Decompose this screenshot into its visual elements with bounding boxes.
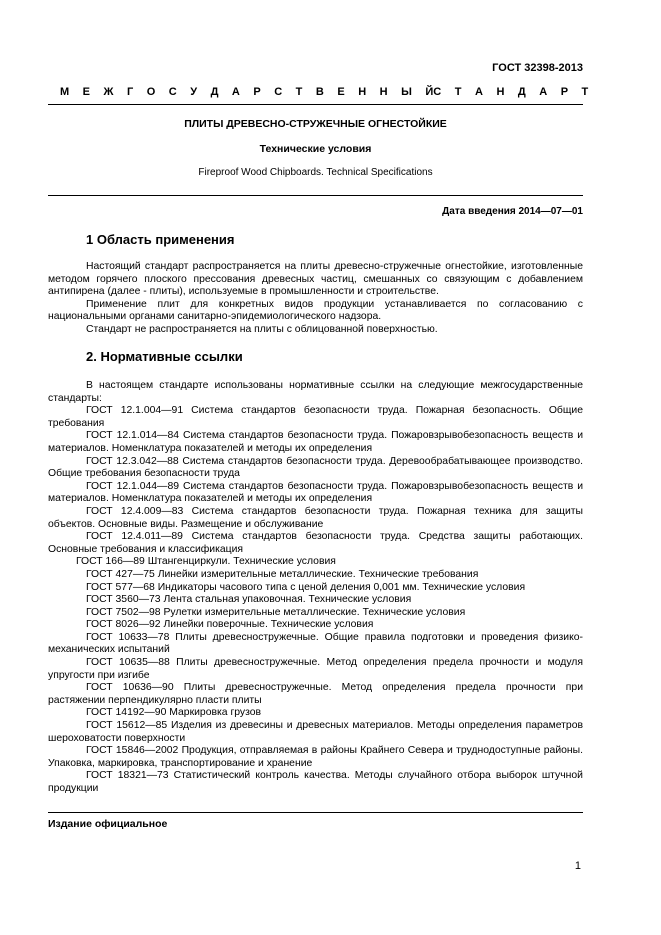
banner-letter: В xyxy=(315,86,324,98)
banner-letter: А xyxy=(231,86,240,98)
banner-letter: Т xyxy=(581,86,589,98)
banner-letter: Ы xyxy=(401,86,412,98)
title-divider xyxy=(48,195,583,196)
introduction-date: Дата введения 2014—07—01 xyxy=(442,206,583,217)
normative-reference: ГОСТ 14192—90 Маркировка грузов xyxy=(86,707,262,719)
banner-letter: Г xyxy=(126,86,134,98)
section-2-heading: 2. Нормативные ссылки xyxy=(86,349,243,364)
normative-reference: ГОСТ 18321—73 Статистический контроль качества. Методы случайного отбора выборок штучной продукции xyxy=(48,770,583,794)
banner-letter: Е xyxy=(82,86,91,98)
normative-reference: ГОСТ 15846—2002 Продукция, отправляемая в районы Крайнего Севера и труднодоступные районы. Упаковка, маркировка, транспортирование и хранение xyxy=(48,745,583,769)
banner-letter: Н xyxy=(379,86,388,98)
page-number: 1 xyxy=(574,860,581,872)
banner-letter: А xyxy=(474,86,483,98)
standard-banner xyxy=(60,86,589,98)
normative-reference: ГОСТ 8026—92 Линейки поверочные. Технические условия xyxy=(86,619,374,631)
banner-letter: У xyxy=(190,86,198,98)
section-1-heading: 1 Область применения xyxy=(86,232,235,247)
banner-word-interstate xyxy=(60,86,433,98)
banner-letter: Р xyxy=(253,86,261,98)
gost-code: ГОСТ 32398-2013 xyxy=(492,62,583,74)
banner-word-standard xyxy=(433,86,588,98)
banner-letter: Т xyxy=(295,86,303,98)
normative-reference: ГОСТ 7502—98 Рулетки измерительные металлические. Технические условия xyxy=(86,606,466,618)
normative-reference: ГОСТ 166—89 Штангенциркули. Технические условия xyxy=(76,556,336,568)
banner-letter: Р xyxy=(560,86,569,98)
banner-letter: А xyxy=(539,86,548,98)
normative-reference: ГОСТ 12.1.014—84 Система стандартов безопасности труда. Пожаровзрывобезопасность веществ и материалов. Номенклатура показателей и методы их определения xyxy=(48,430,583,454)
normative-reference: ГОСТ 10633—78 Плиты древесностружечные. Общие правила подготовки и проведения физико-механических испытаний xyxy=(48,631,583,656)
banner-letter: С xyxy=(274,86,283,98)
banner-letter: Т xyxy=(454,86,462,98)
normative-reference: ГОСТ 10635—88 Плиты древесностружечные. Метод определения предела прочности и модуля упругости при изгибе xyxy=(48,657,583,681)
section-2-body xyxy=(48,380,583,796)
normative-reference: ГОСТ 12.1.044—89 Система стандартов безопасности труда. Пожаровзрывобезопасность веществ и материалов. Номенклатура показателей и методы их определения xyxy=(48,480,583,505)
banner-letter: Д xyxy=(517,86,526,98)
banner-letter: С xyxy=(168,86,177,98)
section-1-body xyxy=(48,261,583,337)
normative-reference: ГОСТ 15612—85 Изделия из древесины и древесных материалов. Методы определения параметров шероховатости поверхности xyxy=(48,720,583,744)
banner-letter: Й xyxy=(425,86,434,98)
banner-letter: Ж xyxy=(103,86,114,98)
normative-reference: ГОСТ 3560—73 Лента стальная упаковочная. Технические условия xyxy=(86,594,412,606)
normative-reference: ГОСТ 12.1.004—91 Система стандартов безопасности труда. Пожарная безопасность. Общие требования xyxy=(48,405,583,429)
section-1-paragraph: Стандарт не распространяется на плиты с облицованной поверхностью. xyxy=(86,323,438,335)
document-title: ПЛИТЫ ДРЕВЕСНО-СТРУЖЕЧНЫЕ ОГНЕСТОЙКИЕ xyxy=(184,118,447,130)
normative-reference: ГОСТ 12.3.042—88 Система стандартов безопасности труда. Деревообрабатывающее производство. Общие требования безопасности труда xyxy=(48,455,583,480)
banner-letter: М xyxy=(60,86,70,98)
section-2-intro: В настоящем стандарте использованы нормативные ссылки на следующие межгосударственные стандарты: xyxy=(48,380,583,404)
banner-letter: Н xyxy=(358,86,367,98)
normative-reference: ГОСТ 12.4.009—83 Система стандартов безопасности труда. Пожарная техника для защиты объектов. Основные виды. Размещение и обслуживание xyxy=(48,505,583,530)
banner-letter: С xyxy=(433,86,442,98)
banner-letter: Д xyxy=(210,86,219,98)
banner-letter: Н xyxy=(496,86,505,98)
section-1-paragraph: Применение плит для конкретных видов продукции устанавливается по согласованию с национальными органами санитарно-эпидемиологического надзора. xyxy=(48,298,583,323)
normative-reference: ГОСТ 12.4.011—89 Система стандартов безопасности труда. Средства защиты работающих. Основные требования и классификация xyxy=(48,531,583,555)
official-edition-label: Издание официальное xyxy=(48,818,168,830)
normative-reference: ГОСТ 577—68 Индикаторы часового типа с ценой деления 0,001 мм. Технические условия xyxy=(86,581,526,593)
normative-reference: ГОСТ 427—75 Линейки измерительные металлические. Технические требования xyxy=(86,568,479,580)
section-1-paragraph: Настоящий стандарт распространяется на плиты древесно-стружечные огнестойкие, изготовленные методом горячего плоского прессования древесных частиц, смешанных со связующим с добавлением антипирена (далее - плиты), используемые в промышленности и строительстве. xyxy=(48,261,583,298)
document-subtitle: Технические условия xyxy=(259,143,372,155)
banner-letter: Е xyxy=(337,86,345,98)
top-divider xyxy=(48,104,583,105)
normative-reference: ГОСТ 10636—90 Плиты древесностружечные. Метод определения предела прочности при растяжении перпендикулярно пласти плиты xyxy=(48,682,583,706)
footer-divider xyxy=(48,812,583,813)
banner-letter: О xyxy=(146,86,156,98)
document-title-english: Fireproof Wood Chipboards. Technical Specifications xyxy=(198,167,433,178)
